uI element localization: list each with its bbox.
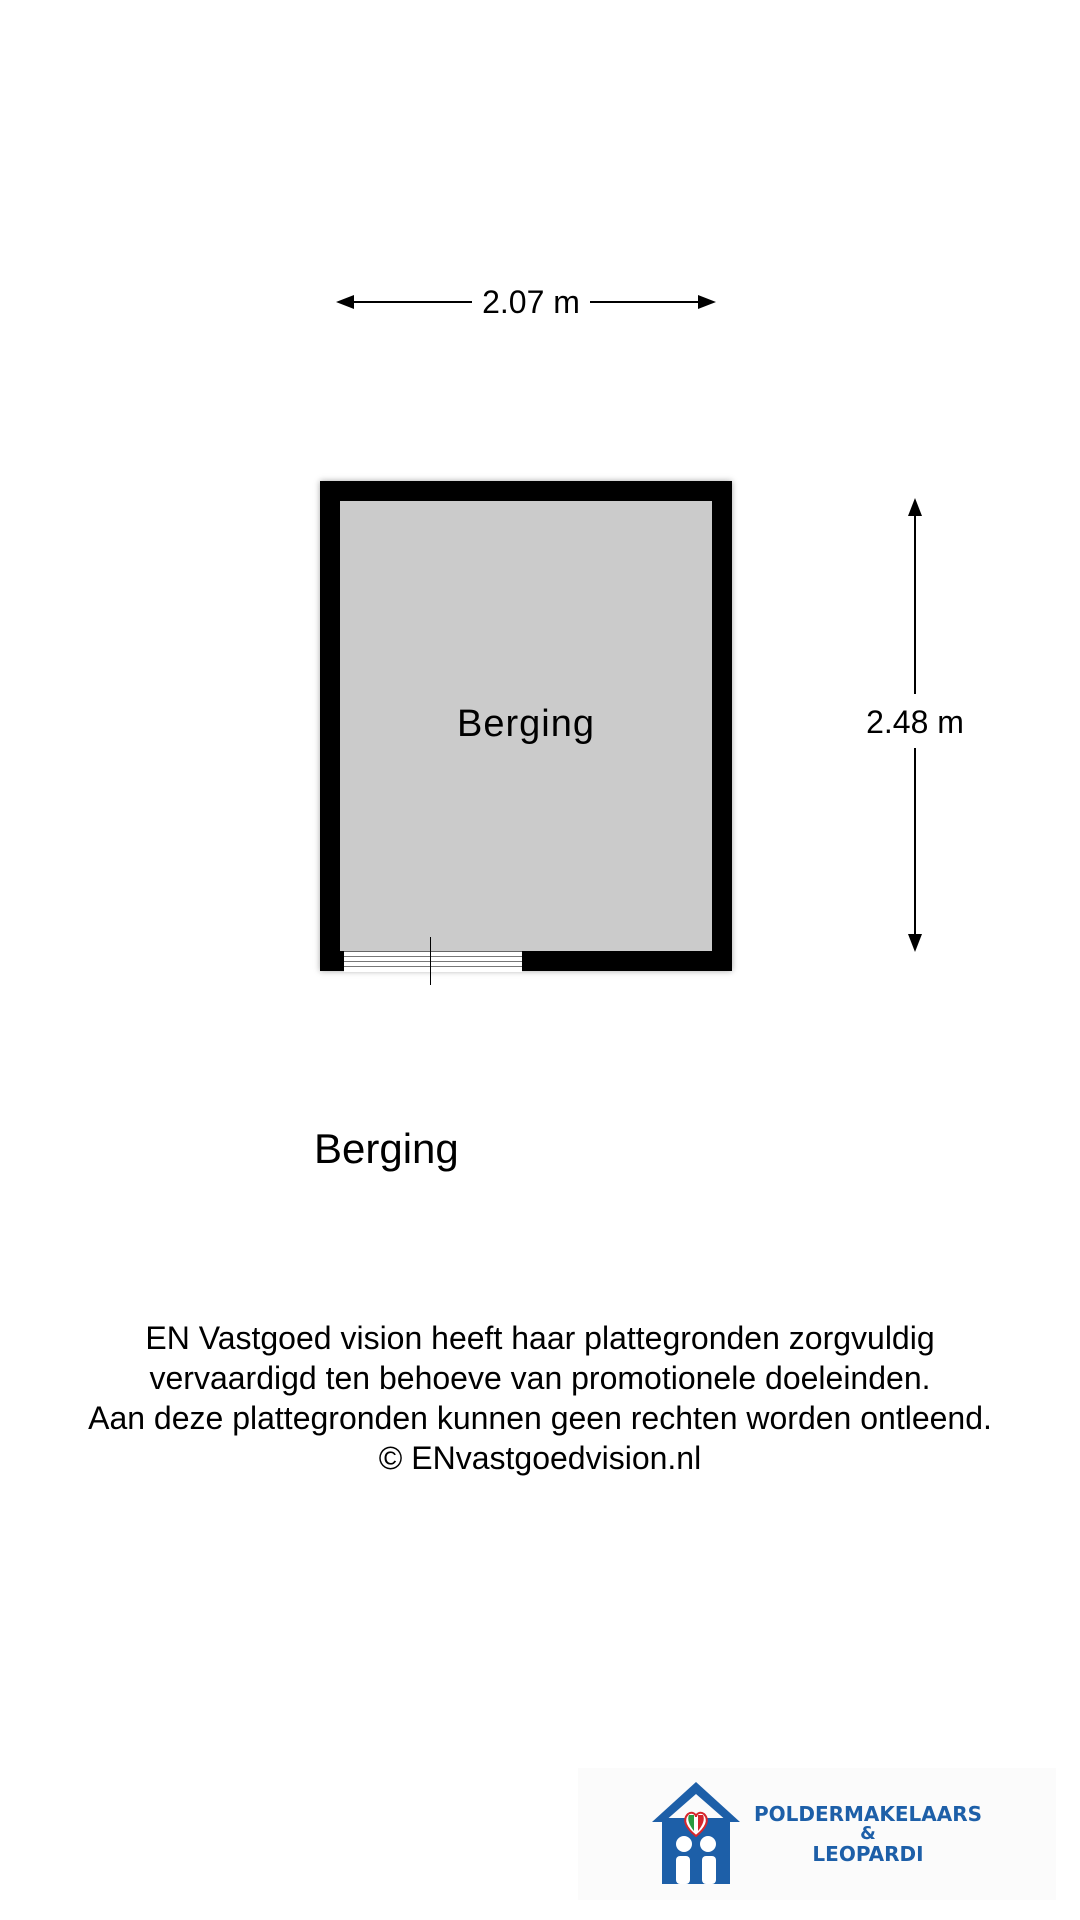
logo-line-3: LEOPARDI: [812, 1842, 924, 1866]
disclaimer-line: EN Vastgoed vision heeft haar plattegronden zorgvuldig: [145, 1320, 935, 1356]
window-pane-line: [344, 966, 522, 967]
floor-title: Berging: [314, 1125, 459, 1172]
window-pane-line: [344, 961, 522, 962]
room-label: Berging: [457, 703, 595, 745]
room-berging: [320, 481, 732, 971]
disclaimer-line: vervaardigd ten behoeve van promotionele doeleinden.: [149, 1360, 931, 1396]
window-divider: [430, 937, 431, 985]
dimension-line-left: [348, 301, 472, 303]
arrow-right-icon: [698, 295, 716, 309]
logo-wordmark: [738, 1768, 998, 1900]
window: [344, 951, 522, 972]
dimension-line-right: [590, 301, 704, 303]
house-with-heart-icon: [648, 1778, 744, 1890]
copyright-line: © ENvastgoedvision.nl: [378, 1440, 702, 1476]
height-dimension-label: 2.48 m: [866, 704, 964, 740]
dimension-line-bottom: [914, 748, 916, 934]
width-dimension-label: 2.07 m: [482, 284, 580, 320]
arrow-down-icon: [908, 934, 922, 952]
dimension-line-top: [914, 514, 916, 694]
height-dimension: [850, 498, 980, 952]
logo: [578, 1768, 1056, 1900]
disclaimer-line: Aan deze plattegronden kunnen geen rechten worden ontleend.: [88, 1400, 992, 1436]
width-dimension: [336, 282, 716, 322]
disclaimer: [0, 1318, 1080, 1478]
logo-line-2: &: [860, 1823, 876, 1844]
window-pane-line: [344, 956, 522, 957]
logo-line-1: POLDERMAKELAARS: [753, 1802, 983, 1826]
